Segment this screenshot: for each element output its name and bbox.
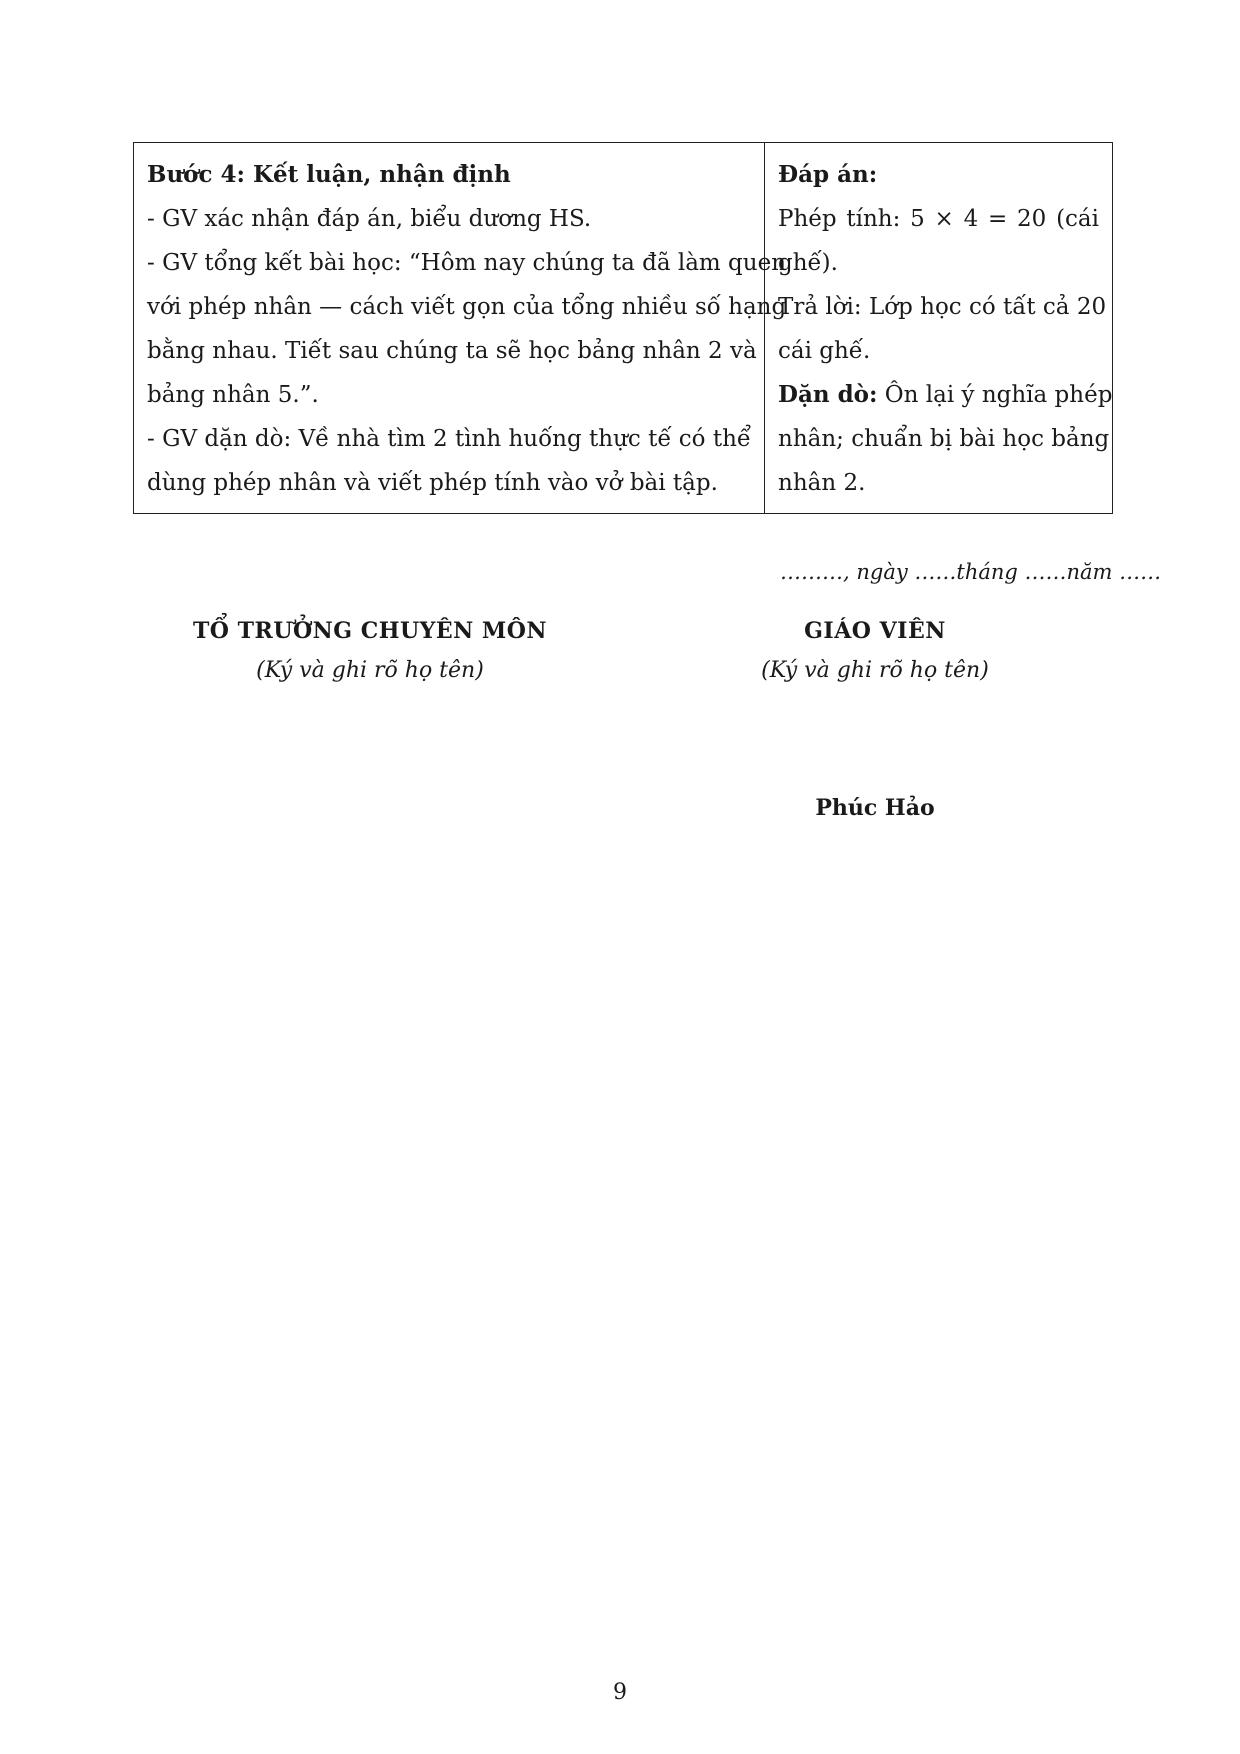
- date-line: ………, ngày ……tháng ……năm ……: [780, 560, 1162, 584]
- homework-label: Dặn dò:: [778, 381, 878, 408]
- conclusion-cell: [134, 143, 787, 514]
- table-row: [134, 143, 1113, 514]
- department-head-signature: [170, 618, 570, 683]
- calc-line: ghế).: [778, 250, 838, 276]
- homework-line: nhân; chuẩn bị bài học bảng: [778, 426, 1110, 452]
- text-line: - GV xác nhận đáp án, biểu dương HS.: [147, 206, 592, 232]
- teacher-title: GIÁO VIÊN: [804, 618, 946, 644]
- homework-line: [778, 373, 1113, 417]
- answer-heading: Đáp án:: [778, 161, 878, 188]
- teacher-note: (Ký và ghi rõ họ tên): [761, 658, 989, 683]
- page-number: 9: [613, 1680, 627, 1705]
- text-line: bằng nhau. Tiết sau chúng ta sẽ học bảng nhân 2 và: [147, 338, 757, 364]
- homework-text: Ôn lại ý nghĩa phép: [877, 382, 1113, 408]
- answer-line: cái ghế.: [778, 338, 871, 364]
- text-line: - GV dặn dò: Về nhà tìm 2 tình huống thực tế có thể: [147, 426, 752, 452]
- department-head-note: (Ký và ghi rõ họ tên): [256, 658, 484, 683]
- teacher-signature: [700, 618, 1050, 683]
- homework-line: nhân 2.: [778, 470, 866, 496]
- text-line: bảng nhân 5.”.: [147, 382, 319, 408]
- lesson-table: [133, 142, 1113, 514]
- text-line: với phép nhân — cách viết gọn của tổng nhiều số hạng: [147, 294, 787, 320]
- calc-line: Phép tính: 5 × 4 = 20 (cái: [778, 206, 1099, 232]
- step-heading: Bước 4: Kết luận, nhận định: [147, 161, 511, 188]
- department-head-title: TỔ TRƯỞNG CHUYÊN MÔN: [192, 618, 548, 644]
- text-line: - GV tổng kết bài học: “Hôm nay chúng ta đã làm quen: [147, 250, 787, 276]
- text-line: dùng phép nhân và viết phép tính vào vở bài tập.: [147, 470, 718, 496]
- answer-line: Trả lời: Lớp học có tất cả 20: [778, 294, 1107, 320]
- teacher-name: Phúc Hảo: [815, 795, 935, 821]
- answer-cell: [765, 143, 1113, 514]
